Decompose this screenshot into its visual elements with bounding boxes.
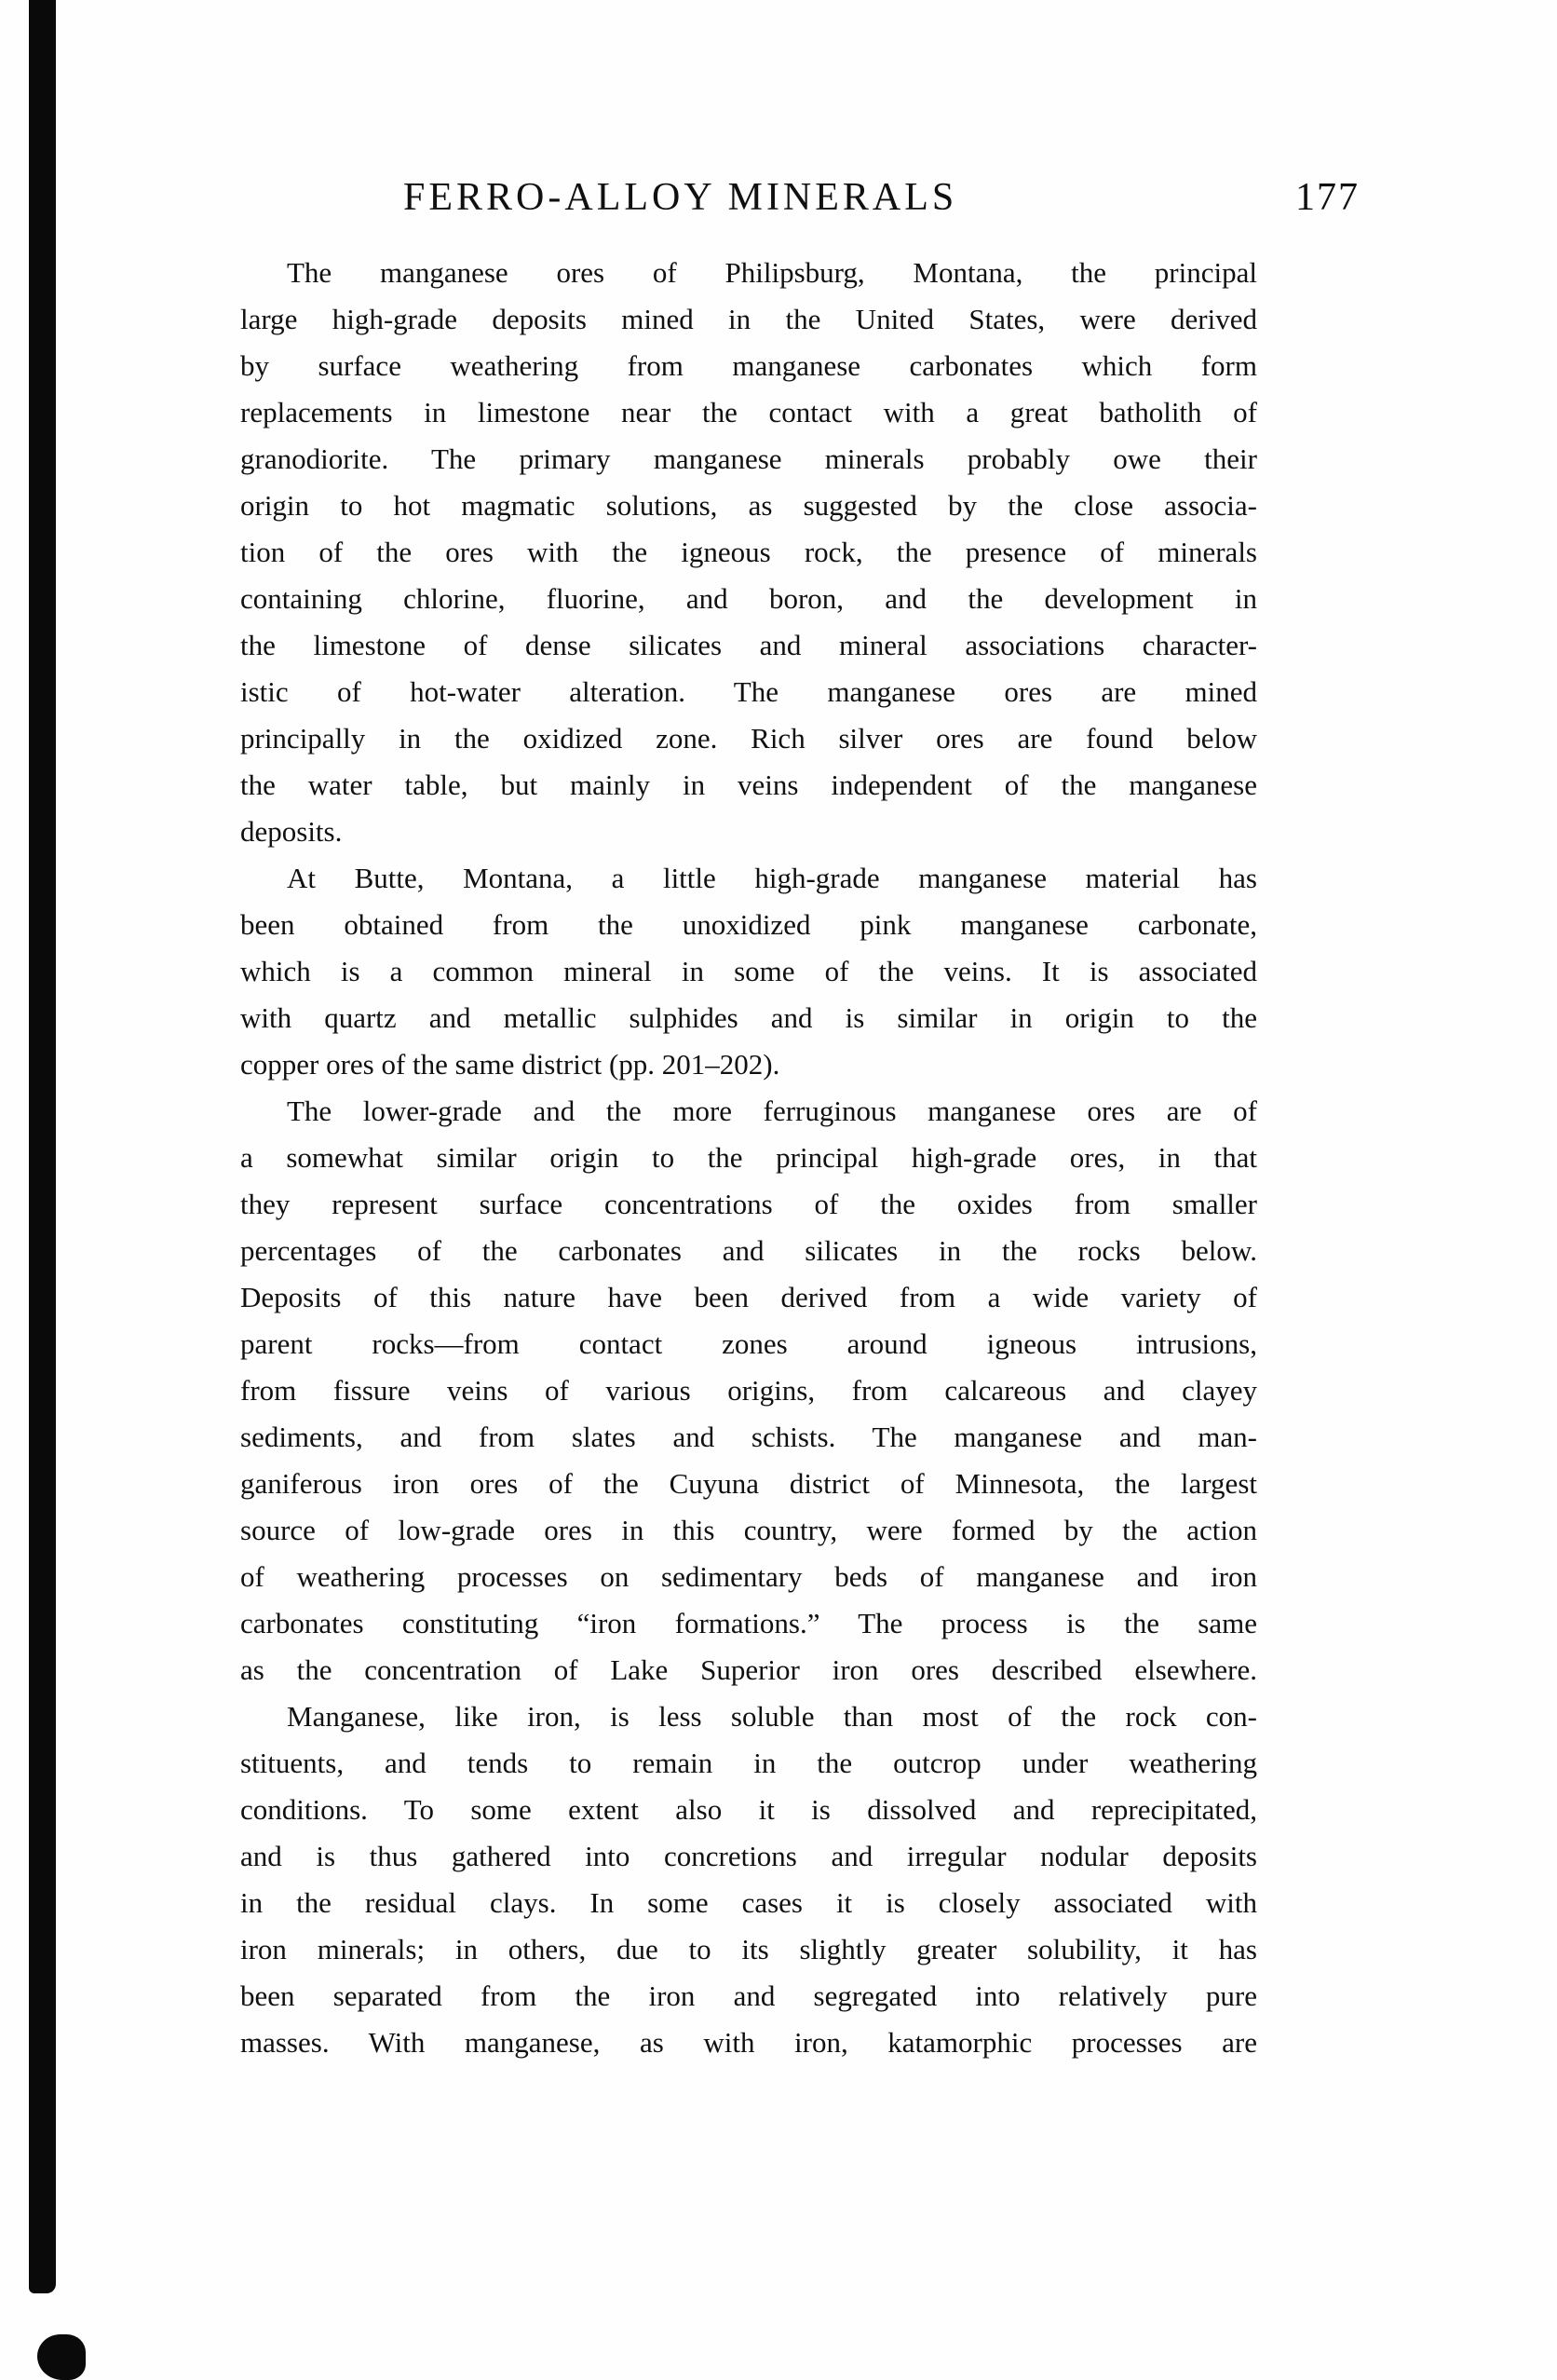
text-line: been obtained from the unoxidized pink manganese carbonate, <box>240 908 1257 941</box>
text-line: Deposits of this nature have been derived from a wide variety of <box>240 1281 1257 1313</box>
paragraph <box>240 1693 1257 2066</box>
running-header <box>0 175 1557 222</box>
text-line: carbonates constituting “iron formations.” The process is the same <box>240 1607 1257 1639</box>
page-body-text <box>240 250 1257 2066</box>
text-line: ganiferous iron ores of the Cuyuna district of Minnesota, the largest <box>240 1467 1257 1500</box>
text-line: The lower-grade and the more ferruginous manganese ores are of <box>287 1095 1257 1127</box>
text-line: they represent surface concentrations of the oxides from smaller <box>240 1188 1257 1220</box>
text-line: large high-grade deposits mined in the United States, were derived <box>240 303 1257 335</box>
text-line: from fissure veins of various origins, from calcareous and clayey <box>240 1374 1257 1407</box>
text-line: by surface weathering from manganese carbonates which form <box>240 349 1257 382</box>
text-line: tion of the ores with the igneous rock, the presence of minerals <box>240 536 1257 568</box>
text-line: which is a common mineral in some of the veins. It is associated <box>240 955 1257 987</box>
text-line: in the residual clays. In some cases it is closely associated with <box>240 1886 1257 1919</box>
text-line: istic of hot-water alteration. The manganese ores are mined <box>240 675 1257 708</box>
text-line: been separated from the iron and segregated into relatively pure <box>240 1979 1257 2012</box>
paragraph <box>240 1088 1257 1693</box>
page-number: 177 <box>1295 176 1360 219</box>
text-line: percentages of the carbonates and silicates in the rocks below. <box>240 1234 1257 1267</box>
text-line: parent rocks—from contact zones around igneous intrusions, <box>240 1327 1257 1360</box>
text-line: stituents, and tends to remain in the outcrop under weathering <box>240 1747 1257 1779</box>
text-line: source of low-grade ores in this country, were formed by the action <box>240 1514 1257 1546</box>
text-line: replacements in limestone near the contact with a great batholith of <box>240 396 1257 428</box>
paragraph <box>240 250 1257 855</box>
text-line: copper ores of the same district (pp. 201–202). <box>240 1048 780 1081</box>
text-line: The manganese ores of Philipsburg, Montana, the principal <box>287 256 1257 289</box>
text-line: granodiorite. The primary manganese minerals probably owe their <box>240 442 1257 475</box>
text-line: deposits. <box>240 815 343 848</box>
text-line: masses. With manganese, as with iron, katamorphic processes are <box>240 2026 1257 2059</box>
text-line: the water table, but mainly in veins independent of the manganese <box>240 768 1257 801</box>
scan-gutter-artifact <box>29 0 56 2293</box>
text-line: sediments, and from slates and schists. The manganese and man- <box>240 1421 1257 1453</box>
text-line: and is thus gathered into concretions and irregular nodular deposits <box>240 1840 1257 1872</box>
text-line: iron minerals; in others, due to its slightly greater solubility, it has <box>240 1933 1257 1965</box>
text-line: the limestone of dense silicates and mineral associations character- <box>240 629 1257 661</box>
text-line: origin to hot magmatic solutions, as suggested by the close associa- <box>240 489 1257 522</box>
text-line: with quartz and metallic sulphides and is similar in origin to the <box>240 1001 1257 1034</box>
text-line: principally in the oxidized zone. Rich silver ores are found below <box>240 722 1257 755</box>
scan-ink-blob-artifact <box>37 2334 86 2380</box>
text-line: containing chlorine, fluorine, and boron, and the development in <box>240 582 1257 615</box>
text-line: At Butte, Montana, a little high-grade manganese material has <box>287 862 1257 894</box>
text-line: conditions. To some extent also it is dissolved and reprecipitated, <box>240 1793 1257 1826</box>
text-line: Manganese, like iron, is less soluble than most of the rock con- <box>287 1700 1257 1733</box>
paragraph <box>240 855 1257 1088</box>
running-header-title: FERRO-ALLOY MINERALS <box>403 176 958 219</box>
text-line: as the concentration of Lake Superior iron ores described elsewhere. <box>240 1653 1257 1686</box>
text-line: of weathering processes on sedimentary beds of manganese and iron <box>240 1560 1257 1593</box>
text-line: a somewhat similar origin to the principal high-grade ores, in that <box>240 1141 1257 1174</box>
